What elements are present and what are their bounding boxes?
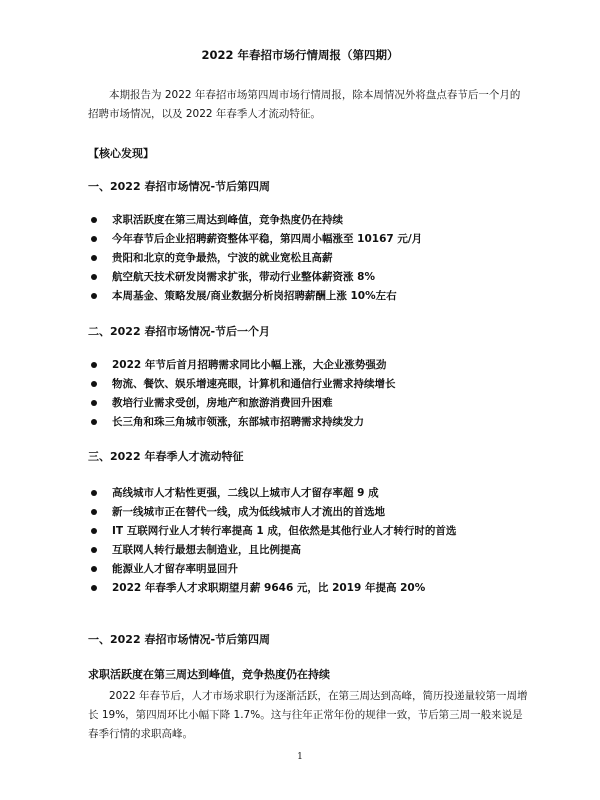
list-item: 物流、餐饮、娱乐增速亮眼，计算机和通信行业需求持续增长 [88,375,528,394]
list-item: 新一线城市正在替代一线，成为低线城市人才流出的首选地 [88,503,528,522]
list-item: 今年春节后企业招聘薪资整体平稳，第四周小幅涨至 10167 元/月 [88,230,528,249]
bullet-icon [91,293,97,299]
list-item: 求职活跃度在第三周达到峰值，竞争热度仍在持续 [88,211,528,230]
bullet-icon [91,490,97,496]
bullet-icon [91,255,97,261]
page-number: 1 [297,752,303,762]
bullet-icon [91,381,97,387]
list-item: 高线城市人才粘性更强，二线以上城市人才留存率超 9 成 [88,484,528,503]
list-item: 本周基金、策略发展/商业数据分析岗招聘薪酬上涨 10%左右 [88,287,528,306]
section-2-bullets [88,356,528,432]
section-heading-2: 二、2022 春招市场情况-节后一个月 [88,325,271,338]
bullet-icon [91,528,97,534]
list-item: 2022 年春季人才求职期望月薪 9646 元，比 2019 年提高 20% [88,579,528,598]
bullet-icon [91,362,97,368]
report-title: 2022 年春招市场行情周报（第四期） [201,48,399,62]
bullet-icon [91,566,97,572]
bullet-icon [91,419,97,425]
bullet-icon [91,274,97,280]
detail-heading: 一、2022 春招市场情况-节后第四周 [88,633,271,646]
list-item: 长三角和珠三角城市领涨，东部城市招聘需求持续发力 [88,413,528,432]
bullet-icon [91,217,97,223]
bullet-icon [91,236,97,242]
section-1-bullets [88,211,528,306]
list-item: 航空航天技术研发岗需求扩张，带动行业整体薪资涨 8% [88,268,528,287]
intro-paragraph: 本期报告为 2022 年春招市场第四周市场行情周报，除本周情况外将盘点春节后一个月的招聘市场情况，以及 2022 年春季人才流动特征。 [88,89,521,120]
section-heading-1: 一、2022 春招市场情况-节后第四周 [88,180,271,193]
list-item: 2022 年节后首月招聘需求同比小幅上涨，大企业涨势强劲 [88,356,528,375]
section-heading-3: 三、2022 年春季人才流动特征 [88,450,244,463]
bullet-icon [91,509,97,515]
bullet-icon [91,400,97,406]
detail-body-paragraph: 2022 年春节后，人才市场求职行为逐渐活跃，在第三周达到高峰，简历投递量较第一周增长 19%，第四周环比小幅下降 1.7%。这与往年正常年份的规律一致，节后第三周一般来说是春季行情的求职高峰。 [88,690,528,740]
section-3-bullets [88,484,528,598]
list-item: 互联网人转行最想去制造业，且比例提高 [88,541,528,560]
list-item: 能源业人才留存率明显回升 [88,560,528,579]
bullet-icon [91,547,97,553]
detail-subheading: 求职活跃度在第三周达到峰值，竞争热度仍在持续 [88,668,330,681]
list-item: IT 互联网行业人才转行率提高 1 成，但依然是其他行业人才转行时的首选 [88,522,528,541]
core-findings-heading: 【核心发现】 [88,147,154,160]
bullet-icon [91,585,97,591]
list-item: 贵阳和北京的竞争最热，宁波的就业宽松且高薪 [88,249,528,268]
list-item: 教培行业需求受创，房地产和旅游消费回升困难 [88,394,528,413]
